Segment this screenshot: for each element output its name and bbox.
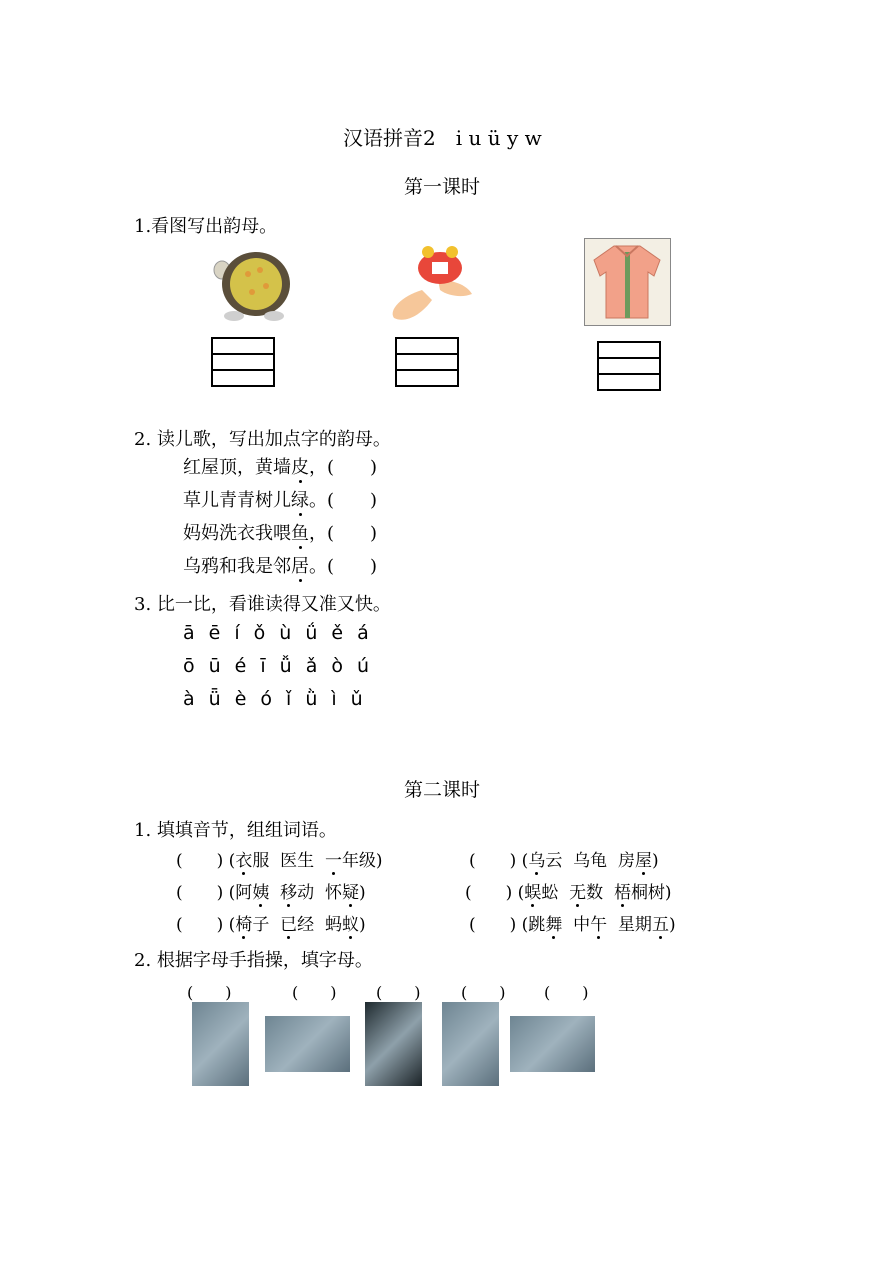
word-group: ( ) (椅子 已经 蚂蚁) <box>176 910 366 935</box>
hand-sign-photo <box>265 1016 350 1072</box>
rhyme-line: 乌鸦和我是邻居。( ) <box>183 552 377 578</box>
pinyin-row: ō ū é ī ǚ ǎ ò ú <box>183 655 370 677</box>
hand-blank[interactable]: ( ) <box>292 983 337 1002</box>
hand-blank[interactable]: ( ) <box>544 983 589 1002</box>
answer-grid[interactable] <box>211 337 275 387</box>
lesson2-question1: 1. 填填音节，组组词语。 <box>134 820 337 841</box>
rhyme-line: 妈妈洗衣我喂鱼，( ) <box>183 519 377 545</box>
pinyin-row: à ǖ è ó ǐ ǜ ì ǔ <box>183 688 363 710</box>
word-group: ( ) (阿姨 移动 怀疑) <box>176 878 366 903</box>
page-title: 汉语拼音2 i u ü y w <box>343 126 542 150</box>
pinyin-row: ā ē í ǒ ù ǘ ě á <box>183 622 369 644</box>
hand-blank[interactable]: ( ) <box>461 983 506 1002</box>
turtle-picture <box>208 246 294 324</box>
lesson1-question3: 3. 比一比，看谁读得又准又快。 <box>134 594 391 615</box>
hand-sign-photo <box>365 1002 422 1086</box>
answer-grid[interactable] <box>395 337 459 387</box>
hand-sign-photo <box>192 1002 249 1086</box>
hand-sign-photo <box>510 1016 595 1072</box>
word-group: ( ) (衣服 医生 一年级) <box>176 846 383 871</box>
rhyme-line: 草儿青青树儿绿。( ) <box>183 486 377 512</box>
lesson1-question1: 1.看图写出韵母。 <box>134 216 278 237</box>
hand-sign-photo <box>442 1002 499 1086</box>
lesson2-heading: 第二课时 <box>404 779 481 801</box>
word-group: ( ) (乌云 乌龟 房屋) <box>469 846 659 871</box>
word-group: ( ) (跳舞 中午 星期五) <box>469 910 676 935</box>
shirt-picture <box>584 238 671 326</box>
word-group: ( ) (蜈蚣 无数 梧桐树) <box>465 878 672 903</box>
lesson2-question2: 2. 根据字母手指操，填字母。 <box>134 950 373 971</box>
lesson1-heading: 第一课时 <box>404 176 481 198</box>
lesson1-question2: 2. 读儿歌，写出加点字的韵母。 <box>134 429 391 450</box>
goldfish-picture <box>382 240 480 326</box>
hand-blank[interactable]: ( ) <box>376 983 421 1002</box>
rhyme-line: 红屋顶，黄墙皮，( ) <box>183 453 377 479</box>
answer-grid[interactable] <box>597 341 661 391</box>
hand-blank[interactable]: ( ) <box>187 983 232 1002</box>
